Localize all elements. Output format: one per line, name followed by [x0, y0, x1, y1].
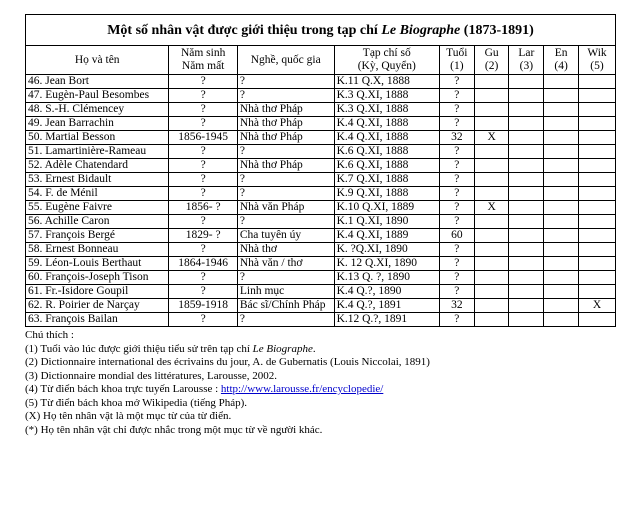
table-row — [26, 159, 616, 173]
cell-lar — [509, 271, 544, 285]
cell-years: ? — [169, 103, 237, 117]
cell-issue: K.10 Q.XI, 1889 — [334, 201, 439, 215]
cell-wik — [579, 201, 616, 215]
cell-en — [544, 215, 579, 229]
cell-job: Cha tuyên úy — [237, 229, 334, 243]
cell-name: 62. R. Poirier de Narçay — [26, 299, 169, 313]
cell-years: ? — [169, 243, 237, 257]
cell-years: ? — [169, 89, 237, 103]
table-body — [26, 75, 616, 327]
cell-age: ? — [439, 257, 474, 271]
cell-wik — [579, 229, 616, 243]
header-age: Tuổi (1) — [439, 46, 474, 75]
table-row — [26, 313, 616, 327]
cell-wik — [579, 271, 616, 285]
table-title — [26, 15, 616, 46]
note-x: (X) Họ tên nhân vật là một mục từ của từ điển. — [25, 410, 232, 422]
cell-gu — [474, 257, 509, 271]
note-2: (2) Dictionnaire international des écrivains du jour, A. de Gubernatis (Louis Niccolai, 1891) — [25, 356, 430, 368]
cell-wik — [579, 243, 616, 257]
cell-en — [544, 243, 579, 257]
footnotes — [25, 329, 616, 437]
table-row — [26, 299, 616, 313]
cell-wik — [579, 131, 616, 145]
cell-wik — [579, 215, 616, 229]
biography-table — [25, 14, 616, 327]
cell-years: 1864-1946 — [169, 257, 237, 271]
cell-job: ? — [237, 313, 334, 327]
cell-issue: K.13 Q. ?, 1890 — [334, 271, 439, 285]
cell-years: ? — [169, 117, 237, 131]
larousse-link[interactable]: http://www.larousse.fr/encyclopedie/ — [220, 383, 384, 395]
cell-wik — [579, 145, 616, 159]
cell-gu — [474, 215, 509, 229]
table-row — [26, 173, 616, 187]
cell-en — [544, 257, 579, 271]
cell-name: 61. Fr.-Isidore Goupil — [26, 285, 169, 299]
cell-name: 52. Adèle Chatendard — [26, 159, 169, 173]
cell-gu — [474, 145, 509, 159]
cell-job: ? — [237, 215, 334, 229]
cell-issue: K.7 Q.XI, 1888 — [334, 173, 439, 187]
cell-years: 1856-1945 — [169, 131, 237, 145]
cell-name: 47. Eugèn-Paul Besombes — [26, 89, 169, 103]
table-row — [26, 145, 616, 159]
cell-wik — [579, 285, 616, 299]
cell-lar — [509, 285, 544, 299]
cell-years: ? — [169, 215, 237, 229]
header-gu: Gu (2) — [474, 46, 509, 75]
cell-name: 54. F. de Ménil — [26, 187, 169, 201]
cell-lar — [509, 243, 544, 257]
cell-job: ? — [237, 271, 334, 285]
cell-lar — [509, 187, 544, 201]
cell-job: ? — [237, 89, 334, 103]
cell-age: ? — [439, 201, 474, 215]
note-star: (*) Họ tên nhân vật chỉ được nhắc trong một mục từ về người khác. — [25, 423, 323, 436]
cell-gu — [474, 173, 509, 187]
cell-age: 32 — [439, 131, 474, 145]
cell-issue: K.6 Q.XI, 1888 — [334, 145, 439, 159]
table-row — [26, 215, 616, 229]
cell-years: ? — [169, 187, 237, 201]
cell-age: 32 — [439, 299, 474, 313]
cell-age: ? — [439, 271, 474, 285]
cell-name: 55. Eugène Faivre — [26, 201, 169, 215]
header-en: En (4) — [544, 46, 579, 75]
cell-years: ? — [169, 173, 237, 187]
table-row — [26, 271, 616, 285]
cell-job: Nhà văn / thơ — [237, 257, 334, 271]
cell-issue: K.3 Q.XI, 1888 — [334, 89, 439, 103]
cell-age: ? — [439, 117, 474, 131]
table-row — [26, 117, 616, 131]
cell-age: ? — [439, 75, 474, 89]
cell-en — [544, 187, 579, 201]
cell-gu — [474, 187, 509, 201]
cell-lar — [509, 159, 544, 173]
cell-years: ? — [169, 285, 237, 299]
table-row — [26, 75, 616, 89]
cell-name: 46. Jean Bort — [26, 75, 169, 89]
cell-issue: K.12 Q.?, 1891 — [334, 313, 439, 327]
cell-age: ? — [439, 89, 474, 103]
note-4: (4) Từ điển bách khoa trực tuyến Larousse : http://www.larousse.fr/encyclopedie/ — [25, 383, 384, 395]
cell-lar — [509, 313, 544, 327]
cell-issue: K.4 Q.?, 1890 — [334, 285, 439, 299]
cell-name: 57. François Bergé — [26, 229, 169, 243]
cell-name: 58. Ernest Bonneau — [26, 243, 169, 257]
cell-lar — [509, 103, 544, 117]
cell-lar — [509, 131, 544, 145]
cell-en — [544, 299, 579, 313]
cell-years: ? — [169, 145, 237, 159]
cell-job: ? — [237, 75, 334, 89]
cell-job: Nhà thơ Pháp — [237, 117, 334, 131]
cell-en — [544, 271, 579, 285]
cell-name: 48. S.-H. Clémencey — [26, 103, 169, 117]
title-prefix: Một số nhân vật được giới thiệu trong tạp chí — [107, 22, 382, 38]
cell-name: 49. Jean Barrachin — [26, 117, 169, 131]
cell-job: Linh mục — [237, 285, 334, 299]
cell-age: ? — [439, 187, 474, 201]
cell-wik — [579, 103, 616, 117]
cell-en — [544, 117, 579, 131]
cell-age: ? — [439, 159, 474, 173]
cell-age: 60 — [439, 229, 474, 243]
cell-gu — [474, 285, 509, 299]
cell-gu — [474, 271, 509, 285]
cell-en — [544, 229, 579, 243]
cell-wik — [579, 89, 616, 103]
cell-wik — [579, 75, 616, 89]
cell-en — [544, 159, 579, 173]
cell-job: ? — [237, 187, 334, 201]
header-row — [26, 46, 616, 75]
cell-wik — [579, 187, 616, 201]
cell-lar — [509, 145, 544, 159]
cell-issue: K. ?Q.XI, 1890 — [334, 243, 439, 257]
cell-job: Nhà văn Pháp — [237, 201, 334, 215]
cell-years: ? — [169, 159, 237, 173]
cell-issue: K.6 Q.XI, 1888 — [334, 159, 439, 173]
cell-lar — [509, 173, 544, 187]
table-row — [26, 257, 616, 271]
cell-years: ? — [169, 313, 237, 327]
cell-job: Nhà thơ Pháp — [237, 131, 334, 145]
note-3: (3) Dictionnaire mondial des littératures, Larousse, 2002. — [25, 369, 278, 382]
cell-wik — [579, 313, 616, 327]
cell-issue: K.4 Q.?, 1891 — [334, 299, 439, 313]
cell-age: ? — [439, 285, 474, 299]
cell-gu — [474, 89, 509, 103]
cell-job: Nhà thơ Pháp — [237, 159, 334, 173]
cell-wik — [579, 159, 616, 173]
cell-gu — [474, 117, 509, 131]
cell-name: 53. Ernest Bidault — [26, 173, 169, 187]
cell-job: ? — [237, 145, 334, 159]
cell-issue: K.1 Q.XI, 1890 — [334, 215, 439, 229]
cell-lar — [509, 89, 544, 103]
cell-age: ? — [439, 215, 474, 229]
cell-name: 56. Achille Caron — [26, 215, 169, 229]
cell-issue: K.4 Q.XI, 1888 — [334, 131, 439, 145]
cell-gu — [474, 103, 509, 117]
header-lar: Lar (3) — [509, 46, 544, 75]
table-row — [26, 103, 616, 117]
table-row — [26, 131, 616, 145]
cell-en — [544, 131, 579, 145]
header-job: Nghề, quốc gia — [237, 46, 334, 75]
cell-name: 63. François Bailan — [26, 313, 169, 327]
cell-issue: K. 12 Q.XI, 1890 — [334, 257, 439, 271]
cell-lar — [509, 215, 544, 229]
cell-name: 59. Léon-Louis Berthaut — [26, 257, 169, 271]
cell-lar — [509, 299, 544, 313]
cell-wik: X — [579, 299, 616, 313]
cell-age: ? — [439, 243, 474, 257]
cell-en — [544, 103, 579, 117]
cell-gu — [474, 159, 509, 173]
cell-gu — [474, 229, 509, 243]
document — [25, 14, 616, 437]
table-row — [26, 89, 616, 103]
table-row — [26, 229, 616, 243]
table-row — [26, 187, 616, 201]
cell-gu — [474, 313, 509, 327]
cell-gu — [474, 75, 509, 89]
cell-en — [544, 173, 579, 187]
cell-job: Bác sĩ/Chính Pháp — [237, 299, 334, 313]
cell-wik — [579, 117, 616, 131]
header-name: Họ và tên — [26, 46, 169, 75]
cell-job: ? — [237, 173, 334, 187]
title-suffix: (1873-1891) — [460, 22, 534, 38]
cell-name: 60. François-Joseph Tison — [26, 271, 169, 285]
notes-heading: Chú thích : — [25, 329, 74, 341]
cell-age: ? — [439, 313, 474, 327]
cell-issue: K.9 Q.XI, 1888 — [334, 187, 439, 201]
cell-lar — [509, 117, 544, 131]
cell-years: ? — [169, 75, 237, 89]
cell-age: ? — [439, 145, 474, 159]
cell-gu: X — [474, 201, 509, 215]
cell-gu: X — [474, 131, 509, 145]
cell-issue: K.3 Q.XI, 1888 — [334, 103, 439, 117]
cell-job: Nhà thơ — [237, 243, 334, 257]
header-issue: Tạp chí số (Kỳ, Quyển) — [334, 46, 439, 75]
cell-name: 51. Lamartinière-Rameau — [26, 145, 169, 159]
cell-job: Nhà thơ Pháp — [237, 103, 334, 117]
cell-wik — [579, 257, 616, 271]
cell-name: 50. Martial Besson — [26, 131, 169, 145]
cell-lar — [509, 201, 544, 215]
cell-years: 1859-1918 — [169, 299, 237, 313]
cell-years: ? — [169, 271, 237, 285]
cell-issue: K.4 Q.XI, 1889 — [334, 229, 439, 243]
cell-gu — [474, 299, 509, 313]
cell-years: 1856- ? — [169, 201, 237, 215]
cell-en — [544, 201, 579, 215]
cell-lar — [509, 229, 544, 243]
table-row — [26, 243, 616, 257]
cell-lar — [509, 75, 544, 89]
cell-lar — [509, 257, 544, 271]
cell-age: ? — [439, 103, 474, 117]
header-wik: Wik (5) — [579, 46, 616, 75]
cell-wik — [579, 173, 616, 187]
cell-age: ? — [439, 173, 474, 187]
cell-issue: K.11 Q.X, 1888 — [334, 75, 439, 89]
cell-en — [544, 89, 579, 103]
header-years: Năm sinh Năm mất — [169, 46, 237, 75]
cell-en — [544, 285, 579, 299]
cell-issue: K.4 Q.XI, 1888 — [334, 117, 439, 131]
cell-en — [544, 145, 579, 159]
table-row — [26, 285, 616, 299]
title-journal: Le Biographe — [381, 22, 461, 38]
cell-years: 1829- ? — [169, 229, 237, 243]
table-row — [26, 201, 616, 215]
cell-gu — [474, 243, 509, 257]
cell-en — [544, 75, 579, 89]
note-5: (5) Từ điển bách khoa mở Wikipedia (tiếng Pháp). — [25, 396, 248, 409]
note-1: (1) Tuổi vào lúc được giới thiệu tiểu sử trên tạp chí Le Biographe. — [25, 342, 316, 355]
cell-en — [544, 313, 579, 327]
